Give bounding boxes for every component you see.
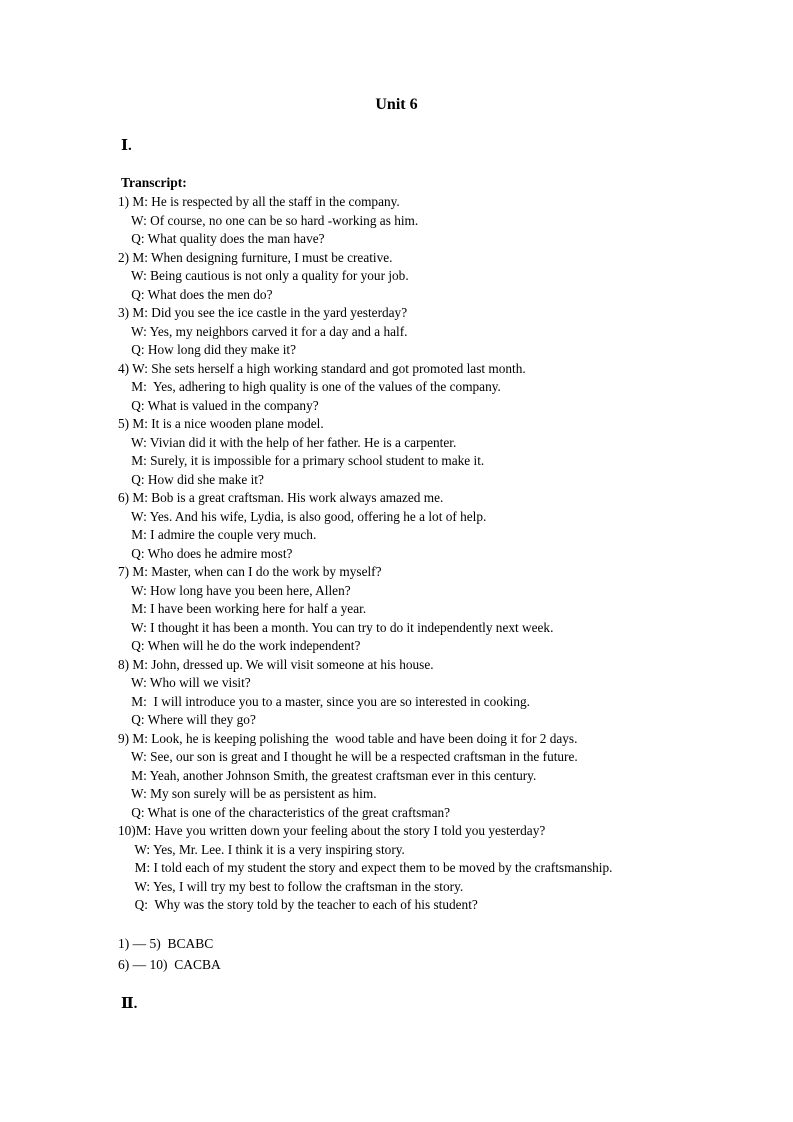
- transcript-line: W: Who will we visit?: [118, 675, 251, 690]
- transcript-line: Q: Where will they go?: [118, 712, 256, 727]
- transcript-line: M: I admire the couple very much.: [118, 527, 317, 542]
- transcript-line: 1) M: He is respected by all the staff in the company.: [118, 194, 400, 209]
- transcript-line: W: My son surely will be as persistent as him.: [118, 786, 377, 801]
- transcript-line: 3) M: Did you see the ice castle in the yard yesterday?: [118, 305, 408, 320]
- transcript-line: M: Surely, it is impossible for a primary school student to make it.: [118, 453, 485, 468]
- transcript-line: W: I thought it has been a month. You can try to do it independently next week.: [118, 619, 554, 635]
- transcript-line: 8) M: John, dressed up. We will visit someone at his house.: [118, 656, 434, 672]
- page-title: Unit 6: [375, 96, 418, 113]
- transcript-line: W: Yes, I will try my best to follow the craftsman in the story.: [118, 878, 464, 894]
- transcript-line: Q: When will he do the work independent?: [118, 638, 361, 653]
- transcript-label: Transcript:: [121, 175, 187, 190]
- answer-key: [118, 933, 221, 975]
- transcript-line: 2) M: When designing furniture, I must be creative.: [118, 249, 393, 265]
- transcript-line: Q: What does the men do?: [118, 286, 273, 302]
- section-two-heading: Ⅱ.: [121, 996, 138, 1012]
- transcript-line: 4) W: She sets herself a high working standard and got promoted last month.: [118, 360, 526, 376]
- transcript-line: 6) M: Bob is a great craftsman. His work always amazed me.: [118, 490, 444, 505]
- transcript-line: Q: What is one of the characteristics of the great craftsman?: [118, 804, 451, 820]
- transcript-line: 10)M: Have you written down your feeling about the story I told you yesterday?: [118, 823, 546, 838]
- transcript-line: W: See, our son is great and I thought he will be a respected craftsman in the future.: [118, 749, 578, 764]
- answer-row: 6) — 10) CACBA: [118, 957, 221, 972]
- transcript-line: 5) M: It is a nice wooden plane model.: [118, 416, 324, 431]
- transcript-line: M: I will introduce you to a master, since you are so interested in cooking.: [118, 693, 530, 709]
- transcript-line: M: Yeah, another Johnson Smith, the greatest craftsman ever in this century.: [118, 767, 537, 783]
- transcript-line: W: Yes. And his wife, Lydia, is also good, offering he a lot of help.: [118, 508, 487, 524]
- transcript-line: Q: Why was the story told by the teacher to each of his student?: [118, 897, 478, 912]
- answer-row: 1) — 5) BCABC: [118, 936, 214, 951]
- transcript-line: M: Yes, adhering to high quality is one of the values of the company.: [118, 379, 501, 394]
- transcript-line: Q: How did she make it?: [118, 471, 264, 487]
- transcript-line: W: Being cautious is not only a quality for your job.: [118, 268, 409, 283]
- transcript-line: M: I told each of my student the story and expect them to be moved by the craftsmanship.: [118, 860, 613, 875]
- transcript-line: W: Vivian did it with the help of her father. He is a carpenter.: [118, 434, 457, 450]
- transcript-line: W: How long have you been here, Allen?: [118, 582, 351, 598]
- transcript-line: 9) M: Look, he is keeping polishing the wood table and have been doing it for 2 days.: [118, 730, 578, 746]
- transcript-line: M: I have been working here for half a year.: [118, 601, 367, 616]
- transcript-lines: [118, 193, 758, 915]
- section-one-heading: Ⅰ.: [121, 138, 132, 154]
- transcript-line: Q: Who does he admire most?: [118, 545, 293, 561]
- transcript-line: Q: What quality does the man have?: [118, 231, 325, 246]
- transcript-line: W: Yes, my neighbors carved it for a day and a half.: [118, 323, 408, 339]
- transcript-line: W: Yes, Mr. Lee. I think it is a very inspiring story.: [118, 841, 405, 857]
- transcript-line: Q: What is valued in the company?: [118, 397, 319, 413]
- transcript-line: Q: How long did they make it?: [118, 342, 297, 357]
- transcript-line: W: Of course, no one can be so hard -working as him.: [118, 212, 419, 228]
- transcript-line: 7) M: Master, when can I do the work by myself?: [118, 564, 382, 579]
